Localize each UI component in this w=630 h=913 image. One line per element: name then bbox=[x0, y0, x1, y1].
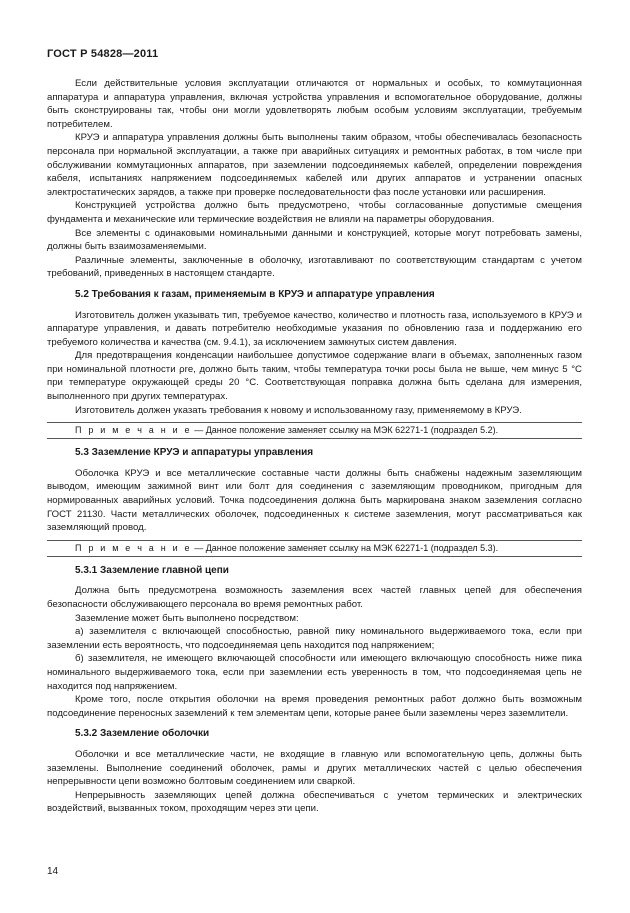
document-header: ГОСТ Р 54828—2011 bbox=[47, 48, 159, 60]
paragraph: Для предотвращения конденсации наибольшее допустимое содержание влаги в объемах, заполненных газом при номинальной плотности ρre, должно быть таким, чтобы температура точки росы была не выше, чем минус 5 °C при температуре окружающей среды 20 °C. Соответствующая поправка должна быть сделана для измерения, выполненного при других температурах. bbox=[47, 350, 582, 403]
paragraph: Различные элементы, заключенные в оболочку, изготавливают по соответствующим стандартам с учетом требований, приведенных в настоящем стандарте. bbox=[47, 254, 582, 280]
list-item: а) заземлителя с включающей способностью, равной пику номинального выдерживаемого тока, если при заземлении есть вероятность, что подсоединяемая цепь находится под напряжением; bbox=[47, 626, 582, 651]
note-text: — Данное положение заменяет ссылку на МЭК 62271-1 (подраздел 5.3). bbox=[191, 542, 499, 553]
paragraph: КРУЭ и аппаратура управления должны быть выполнены таким образом, чтобы обеспечивалась безопасность персонала при нормальной эксплуатации, а также при аварийных ситуациях и ремонтных работах, в том числе при обслуживании коммутационных аппаратов, при заземлении подсоединяемых кабелей, определении повреждения кабеля, испытаниях напряжением подсоединяемых кабелей или других аппаратов и устранении опасных электростатических зарядов, а также при проверке последовательности фаз после установки или расширения. bbox=[47, 132, 582, 198]
paragraph: Изготовитель должен указать требования к новому и использованному газу, применяемому в КРУЭ. bbox=[75, 404, 522, 416]
section-heading-5-3-2: 5.3.2 Заземление оболочки bbox=[75, 728, 210, 740]
section-heading-5-3-1: 5.3.1 Заземление главной цепи bbox=[75, 564, 229, 576]
section-heading-5-2: 5.2 Требования к газам, применяемым в КРУЭ и аппаратуре управления bbox=[75, 288, 435, 300]
paragraph: Заземление может быть выполнено посредством: bbox=[75, 612, 299, 624]
paragraph: Непрерывность заземляющих цепей должна обеспечиваться с учетом термических и электрических воздействий, вызванных током, проходящим через эти цепи. bbox=[47, 789, 582, 815]
paragraph: Если действительные условия эксплуатации отличаются от нормальных и особых, то коммутационная аппаратура и аппаратура управления, включая устройства управления и вспомогательное оборудование, должны быть сконструированы так, чтобы они могли удовлетворять любым особым условиям эксплуатации, требуемым потребителем. bbox=[47, 78, 582, 130]
list-item: б) заземлителя, не имеющего включающей способности или имеющего включающую способность ниже пика номинального выдерживаемого тока, если при заземлении есть уверенность в том, что подсоединяемая цепь не находится под напряжением. bbox=[47, 653, 582, 692]
paragraph: Кроме того, после открытия оболочки на время проведения ремонтных работ должно быть возможным подсоединение переносных заземлений к тем элементам цепи, которые ранее были заземлены через заземлители. bbox=[47, 694, 582, 719]
note-box bbox=[47, 422, 582, 439]
page-number: 14 bbox=[47, 866, 59, 877]
paragraph: Оболочки и все металлические части, не входящие в главную или вспомогательную цепь, должны быть заземлены. Выполнение соединений оболочек, рамы и других металлических частей с целью обеспечения непрерывности цепи возможно болтовым соединением или сваркой. bbox=[47, 748, 582, 788]
note-text: — Данное положение заменяет ссылку на МЭК 62271-1 (подраздел 5.2). bbox=[191, 425, 499, 436]
section-heading-5-3: 5.3 Заземление КРУЭ и аппаратуры управления bbox=[75, 447, 314, 459]
note-box bbox=[47, 540, 582, 557]
note-label: П р и м е ч а н и е bbox=[75, 542, 192, 553]
paragraph: Оболочка КРУЭ и все металлические составные части должны быть снабжены надежным заземляющим выводом, имеющим зажимной винт или болт для соединения с заземляющим проводником, пригодным для нормированных аварийных условий. Точка подсоединения должна быть маркирована знаком заземления согласно ГОСТ 21130. Части металлических оболочек, подсоединенных к системе заземления, могут рассматриваться как заземляющий провод. bbox=[47, 467, 582, 534]
paragraph: Все элементы с одинаковыми номинальными данными и конструкцией, которые могут потребовать замены, должны быть взаимозаменяемыми. bbox=[47, 227, 582, 253]
paragraph: Конструкцией устройства должно быть предусмотрено, чтобы согласованные допустимые смещения фундамента и механические или термические воздействия не влияли на параметры оборудования. bbox=[47, 200, 582, 225]
paragraph: Должна быть предусмотрена возможность заземления всех частей главных цепей для обеспечения безопасности обслуживающего персонала во время ремонтных работ. bbox=[47, 585, 582, 610]
paragraph: Изготовитель должен указывать тип, требуемое качество, количество и плотность газа, используемого в КРУЭ и аппаратуре управления, и давать потребителю необходимые указания по обновлению газа и поддержанию его требуемого количества и качества (см. 9.4.1), за исключением замкнутых систем давления. bbox=[47, 309, 582, 348]
note-label: П р и м е ч а н и е bbox=[75, 425, 192, 436]
document-body bbox=[47, 77, 582, 816]
